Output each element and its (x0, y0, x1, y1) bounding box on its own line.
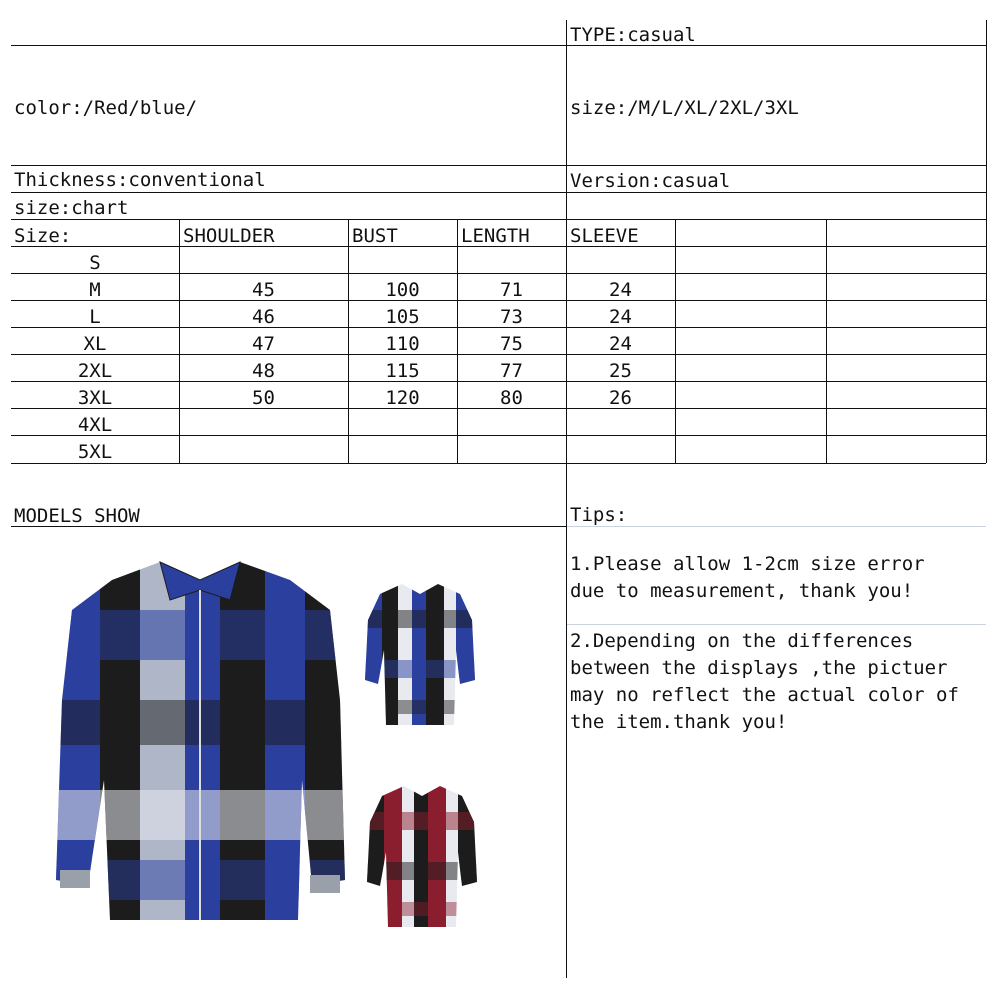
type-label: TYPE:casual (570, 24, 696, 46)
cell-bust: 115 (385, 360, 420, 382)
cell-shoulder: 47 (252, 333, 275, 355)
tip-2-line: 2.Depending on the differences (570, 630, 914, 652)
cell-length: 75 (500, 333, 523, 355)
size-chart-title: size:chart (14, 197, 129, 219)
color-label: color:/Red/blue/ (14, 97, 198, 119)
rule (11, 219, 986, 220)
models-show-label: MODELS SHOW (14, 505, 140, 527)
version-label: Version:casual (570, 170, 731, 192)
cell-bust: 120 (385, 387, 420, 409)
cell-size: M (89, 279, 101, 301)
cell-sleeve: 26 (609, 387, 632, 409)
size-options-label: size:/M/L/XL/2XL/3XL (570, 97, 799, 119)
cell-bust: 105 (385, 306, 420, 328)
cell-length: 77 (500, 360, 523, 382)
cell-size: 4XL (77, 414, 113, 436)
header-bust: BUST (352, 225, 398, 247)
rule-vertical (986, 20, 987, 463)
cell-length: 71 (500, 279, 523, 301)
cell-shoulder: 46 (252, 306, 275, 328)
cell-length: 73 (500, 306, 523, 328)
header-shoulder: SHOULDER (183, 225, 275, 247)
cell-bust: 110 (385, 333, 420, 355)
cell-size: 2XL (77, 360, 113, 382)
tip-2-line: between the displays ,the pictuer (570, 657, 948, 679)
rule-vertical (675, 219, 676, 463)
rule-vertical (566, 20, 567, 978)
header-size: Size: (14, 225, 72, 247)
rule (11, 165, 986, 166)
cell-size: XL (83, 333, 107, 355)
thickness-label: Thickness:conventional (14, 169, 266, 191)
cell-shoulder: 45 (252, 279, 275, 301)
tip-1-line: due to measurement, thank you! (570, 580, 914, 602)
cell-size: 3XL (77, 387, 113, 409)
cell-size: S (89, 252, 101, 274)
cell-size: L (89, 306, 101, 328)
tips-label: Tips: (570, 504, 628, 526)
rule-top (11, 45, 986, 46)
header-length: LENGTH (461, 225, 530, 247)
rule-light (566, 526, 986, 527)
rule (11, 192, 986, 193)
cell-sleeve: 24 (609, 306, 632, 328)
rule (11, 463, 986, 464)
cell-shoulder: 48 (252, 360, 275, 382)
tip-1-line: 1.Please allow 1-2cm size error (570, 553, 925, 575)
blue-plaid-shirt-image (40, 550, 360, 930)
cell-size: 5XL (77, 441, 113, 463)
header-sleeve: SLEEVE (570, 225, 639, 247)
tip-2-line: the item.thank you! (570, 711, 788, 733)
rule-light (566, 624, 986, 625)
rule-vertical (826, 219, 827, 463)
blue-plaid-shirt-side-image (360, 580, 480, 730)
red-plaid-shirt-image (362, 782, 482, 932)
cell-sleeve: 24 (609, 333, 632, 355)
cell-bust: 100 (385, 279, 420, 301)
tip-2-line: may no reflect the actual color of (570, 684, 959, 706)
cell-sleeve: 25 (609, 360, 632, 382)
cell-sleeve: 24 (609, 279, 632, 301)
cell-length: 80 (500, 387, 523, 409)
cell-shoulder: 50 (252, 387, 275, 409)
